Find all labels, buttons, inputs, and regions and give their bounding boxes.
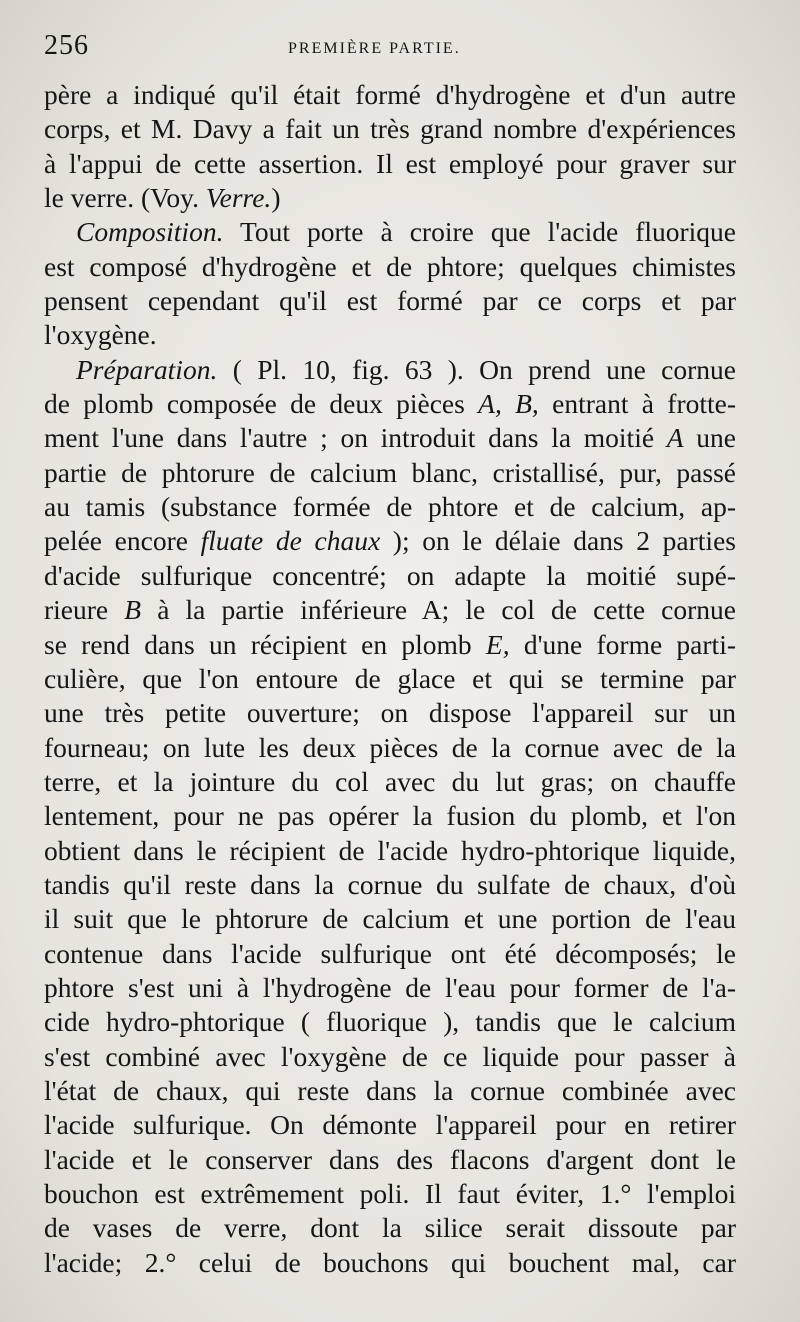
italic-run: A	[666, 422, 684, 454]
text-run: ); on le délaie dans 2 parties	[380, 525, 736, 557]
text-run: l'acide; 2.° celui de bouchons qui bouchent mal, car	[44, 1246, 736, 1278]
text-run: fourneau; on lute les deux pièces de la cornue avec de la	[44, 731, 736, 763]
text-run: phtore s'est uni à l'hydrogène de l'eau pour former de l'a-	[44, 971, 736, 1003]
text-run: à l'appui de cette assertion. Il est employé pour graver sur	[44, 147, 736, 179]
text-run: obtient dans le récipient de l'acide hydro-phtorique liquide,	[44, 834, 736, 866]
text-line	[44, 731, 736, 765]
text-run: est composé d'hydrogène et de phtore; quelques chimistes	[44, 250, 736, 282]
italic-run: Verre.	[205, 182, 272, 214]
text-line	[44, 112, 736, 146]
text-line	[44, 78, 736, 112]
text-line	[44, 696, 736, 730]
text-line	[44, 971, 736, 1005]
italic-run: fluate de chaux	[200, 525, 381, 557]
text-line	[44, 215, 736, 249]
text-line	[44, 662, 736, 696]
text-run: l'acide sulfurique. On démonte l'appareil pour en retirer	[44, 1109, 736, 1141]
text-run: tandis qu'il reste dans la cornue du sulfate de chaux, d'où	[44, 868, 736, 900]
text-line	[44, 765, 736, 799]
text-line	[44, 559, 736, 593]
text-line	[44, 902, 736, 936]
text-run: lentement, pour ne pas opérer la fusion du plomb, et l'on	[44, 800, 736, 832]
text-run: bouchon est extrêmement poli. Il faut éviter, 1.° l'emploi	[44, 1178, 736, 1209]
italic-run: E,	[485, 628, 510, 660]
text-run: de plomb composée de deux pièces	[44, 388, 479, 420]
italic-run: Préparation.	[76, 353, 218, 385]
text-run: ( Pl. 10, fig. 63 ). On prend une cornue	[217, 353, 736, 385]
text-run: entrant à frotte-	[538, 388, 736, 420]
text-line	[44, 524, 736, 558]
text-line	[44, 1108, 736, 1142]
running-head	[44, 30, 756, 70]
italic-run: B	[124, 594, 142, 626]
text-run: à la partie inférieure A; le col de cette cornue	[141, 594, 736, 626]
text-run: pelée encore	[44, 525, 201, 557]
text-run: Tout porte à croire que l'acide fluorique	[223, 216, 736, 248]
text-run: au tamis (substance formée de phtore et de calcium, ap-	[44, 491, 736, 523]
text-run: s'est combiné avec l'oxygène de ce liquide pour passer à	[44, 1040, 736, 1072]
text-run: le verre. (Voy.	[44, 182, 206, 214]
text-run: père a indiqué qu'il était formé d'hydrogène et d'un autre	[44, 79, 736, 110]
text-run: culière, que l'on entoure de glace et qui se termine par	[44, 662, 736, 694]
text-line	[44, 1040, 736, 1074]
text-run: l'oxygène.	[44, 319, 157, 351]
text-run: contenue dans l'acide sulfurique ont été décomposés; le	[44, 937, 736, 969]
text-line	[44, 834, 736, 868]
text-run: se rend dans un récipient en plomb	[44, 628, 486, 660]
text-run: l'état de chaux, qui reste dans la cornue combinée avec	[44, 1074, 736, 1106]
text-run: une	[683, 422, 736, 454]
text-run: )	[271, 182, 281, 214]
text-line	[44, 1143, 736, 1177]
page-number: 256	[44, 30, 89, 61]
text-line	[44, 456, 736, 490]
text-line	[44, 318, 736, 352]
text-run: il suit que le phtorure de calcium et une portion de l'eau	[44, 903, 736, 935]
text-line	[44, 147, 736, 181]
text-line	[44, 1211, 736, 1245]
text-line	[44, 1246, 736, 1280]
text-line	[44, 593, 736, 627]
text-run: partie de phtorure de calcium blanc, cristallisé, pur, passé	[44, 456, 736, 488]
italic-run: Composition.	[76, 216, 224, 248]
text-line	[44, 1177, 736, 1211]
text-run: ment l'une dans l'autre ; on introduit dans la moitié	[44, 422, 667, 454]
text-run: une très petite ouverture; on dispose l'appareil sur un	[44, 697, 736, 729]
text-line	[44, 1005, 736, 1039]
text-run: d'acide sulfurique concentré; on adapte la moitié supé-	[44, 559, 736, 591]
text-line	[44, 868, 736, 902]
text-line	[44, 250, 736, 284]
text-line	[44, 799, 736, 833]
text-run: cide hydro-phtorique ( fluorique ), tandis que le calcium	[44, 1006, 736, 1038]
running-title: PREMIÈRE PARTIE.	[288, 40, 461, 57]
text-run: d'une forme parti-	[509, 628, 736, 660]
text-run: pensent cependant qu'il est formé par ce corps et par	[44, 285, 736, 317]
text-run: terre, et la jointure du col avec du lut gras; on chauffe	[44, 765, 736, 797]
text-line	[44, 937, 736, 971]
text-run: de vases de verre, dont la silice serait dissoute par	[44, 1212, 736, 1244]
text-run: rieure	[44, 594, 125, 626]
text-line	[44, 284, 736, 318]
text-line	[44, 1074, 736, 1108]
text-line	[44, 387, 736, 421]
body-text	[44, 78, 736, 1280]
text-line	[44, 628, 736, 662]
text-line	[44, 181, 736, 215]
text-line	[44, 421, 736, 455]
text-run: l'acide et le conserver dans des flacons d'argent dont le	[44, 1143, 736, 1175]
italic-run: A, B,	[478, 388, 539, 420]
text-run: corps, et M. Davy a fait un très grand nombre d'expériences	[44, 113, 736, 145]
text-line	[44, 490, 736, 524]
text-line	[44, 353, 736, 387]
